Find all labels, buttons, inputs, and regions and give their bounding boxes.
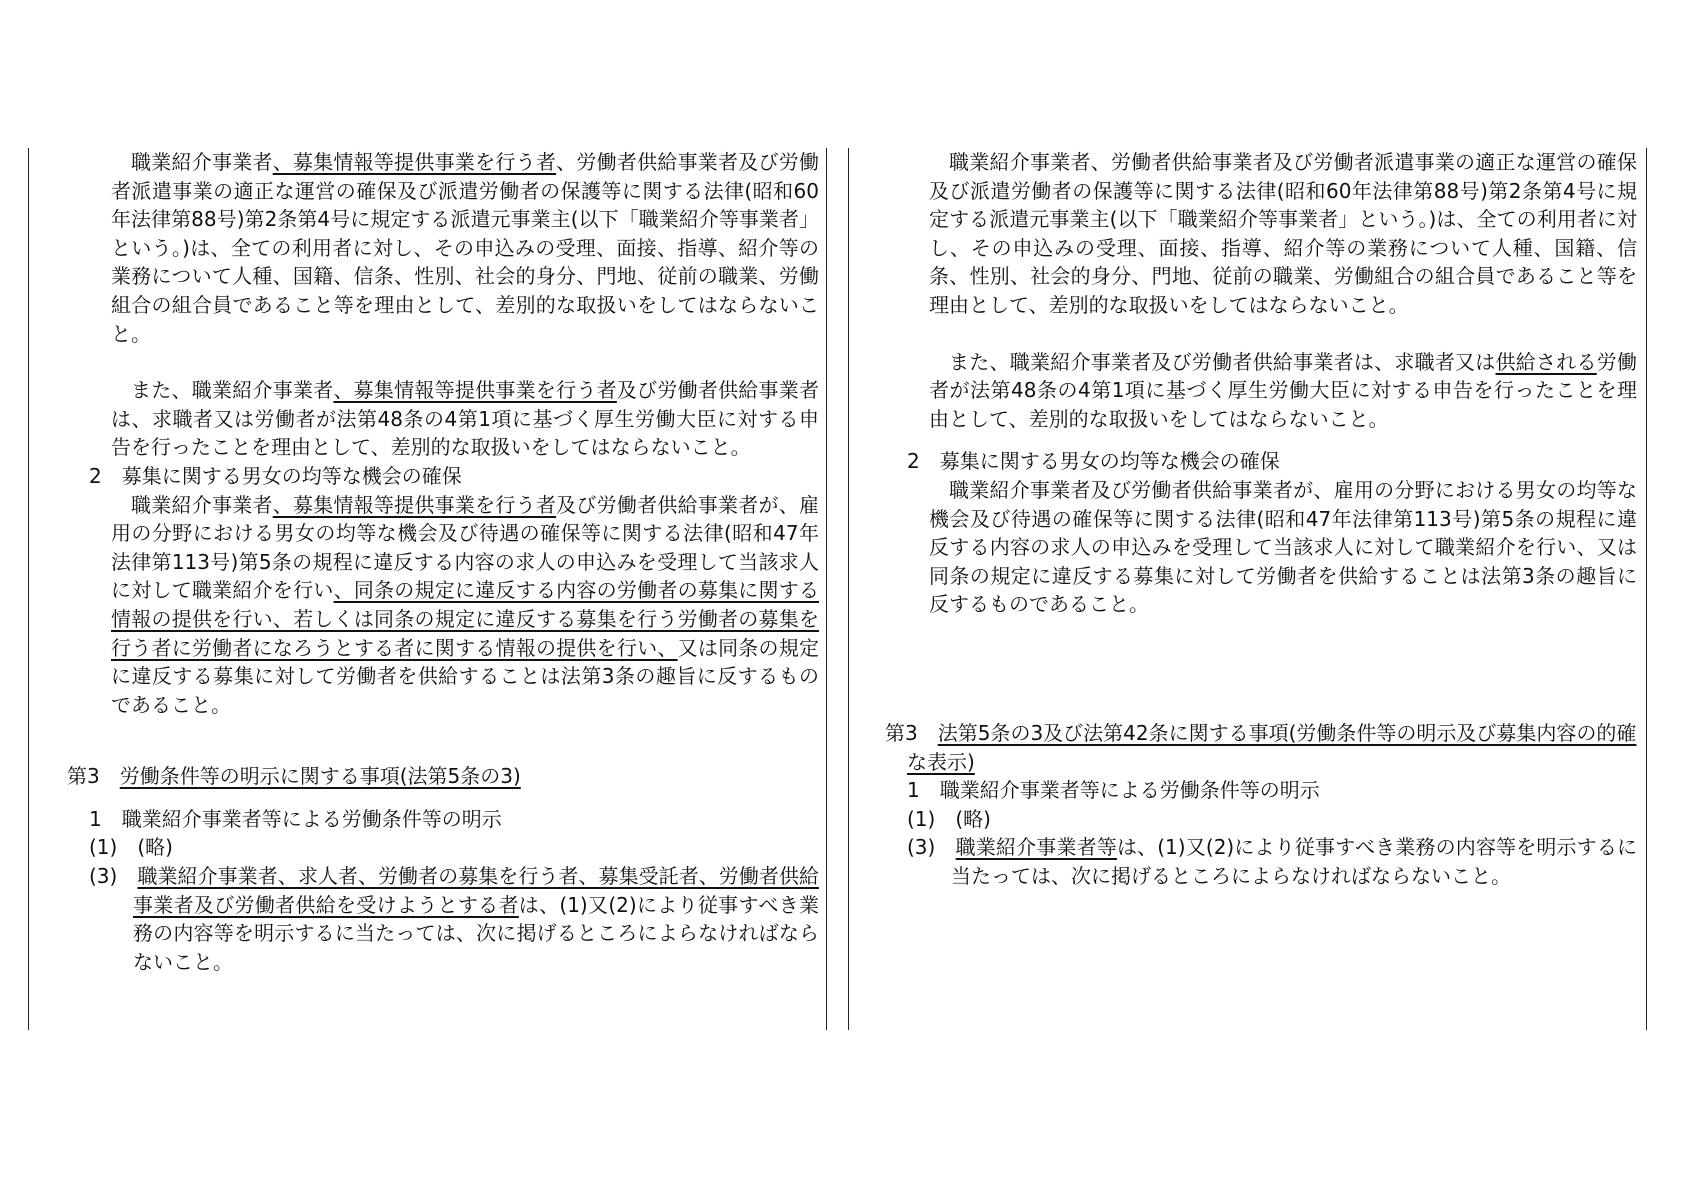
left-column-outer-rule [28,148,29,1030]
left-paragraph-gender-equality: 職業紹介事業者、募集情報等提供事業を行う者及び労働者供給事業者が、雇用の分野における男女の均等な機会及び待遇の確保等に関する法律(昭和47年法律第113号)第5条の規程に違反する内容の求人の申込みを受理して当該求人に対して職業紹介を行い、同条の規定に違反する内容の労働者の募集に関する情報の提供を行い、若しくは同条の規定に違反する募集を行う労働者の募集を行う者に労働者になろうとする者に関する情報の提供を行い、又は同条の規定に違反する募集に対して労働者を供給することは法第3条の趣旨に反するものであること。 [111,492,820,717]
left-item-1: (1) (略) [89,835,173,860]
right-heading-working-conditions: 1 職業紹介事業者等による労働条件等の明示 [907,778,1320,803]
right-section-3-heading: 第3 法第5条の3及び法第42条に関する事項(労働条件等の明示及び募集内容の的確な表示) [885,720,1637,774]
right-paragraph-equal-treatment: 職業紹介事業者、労働者供給事業者及び労働者派遣事業の適正な運営の確保及び派遣労働者の保護等に関する法律(昭和60年法律第88号)第2条第4号に規定する派遣元事業主(以下「職業紹介等事業者」という。)は、全ての利用者に対し、その申込みの受理、面接、指導、紹介等の業務について人種、国籍、信条、性別、社会的身分、門地、従前の職業、労働組合の組合員であること等を理由として、差別的な取扱いをしてはならないこと。 [929,150,1637,317]
right-paragraph-complaint: また、職業紹介事業者及び労働者供給事業者は、求職者又は供給される労働者が法第48条の4第1項に基づく厚生労働大臣に対する申告を行ったことを理由として、差別的な取扱いをしてはならないこと。 [929,349,1638,431]
left-paragraph-complaint: また、職業紹介事業者、募集情報等提供事業を行う者及び労働者供給事業者は、求職者又は労働者が法第48条の4第1項に基づく厚生労働大臣に対する申告を行ったことを理由として、差別的な取扱いをしてはならないこと。 [111,378,820,460]
left-heading-working-conditions: 1 職業紹介事業者等による労働条件等の明示 [89,806,502,831]
left-item-3: (3) 職業紹介事業者、求人者、労働者の募集を行う者、募集受託者、労働者供給事業者及び労働者供給を受けようとする者は、(1)又(2)により従事すべき業務の内容等を明示するに当たっては、次に掲げるところによらなければならないこと。 [89,864,819,974]
right-paragraph-gender-equality: 職業紹介事業者及び労働者供給事業者が、雇用の分野における男女の均等な機会及び待遇の確保等に関する法律(昭和47年法律第113号)第5条の規程に違反する内容の求人の申込みを受理して当該求人に対して職業紹介を行い、又は同条の規定に違反する募集に対して労働者を供給することは法第3条の趣旨に反するものであること。 [929,477,1637,617]
right-column-inner-rule [848,148,849,1030]
left-section-3-heading: 第3 労働条件等の明示に関する事項(法第5条の3) [67,764,521,789]
right-heading-gender-equality: 2 募集に関する男女の均等な機会の確保 [907,449,1280,474]
left-heading-gender-equality: 2 募集に関する男女の均等な機会の確保 [89,463,462,488]
left-paragraph-equal-treatment: 職業紹介事業者、募集情報等提供事業を行う者、労働者供給事業者及び労働者派遣事業の適正な運営の確保及び派遣労働者の保護等に関する法律(昭和60年法律第88号)第2条第4号に規定する派遣元事業主(以下「職業紹介等事業者」という。)は、全ての利用者に対し、その申込みの受理、面接、指導、紹介等の業務について人種、国籍、信条、性別、社会的身分、門地、従前の職業、労働組合の組合員であること等を理由として、差別的な取扱いをしてはならないこと。 [111,150,820,346]
left-column [67,148,819,976]
right-item-1: (1) (略) [907,806,991,831]
right-column-outer-rule [1646,148,1647,1030]
right-column [885,148,1637,890]
left-column-inner-rule [826,148,827,1030]
right-item-3: (3) 職業紹介事業者等は、(1)又(2)により従事すべき業務の内容等を明示するに当たっては、次に掲げるところによらなければならないこと。 [907,835,1638,888]
